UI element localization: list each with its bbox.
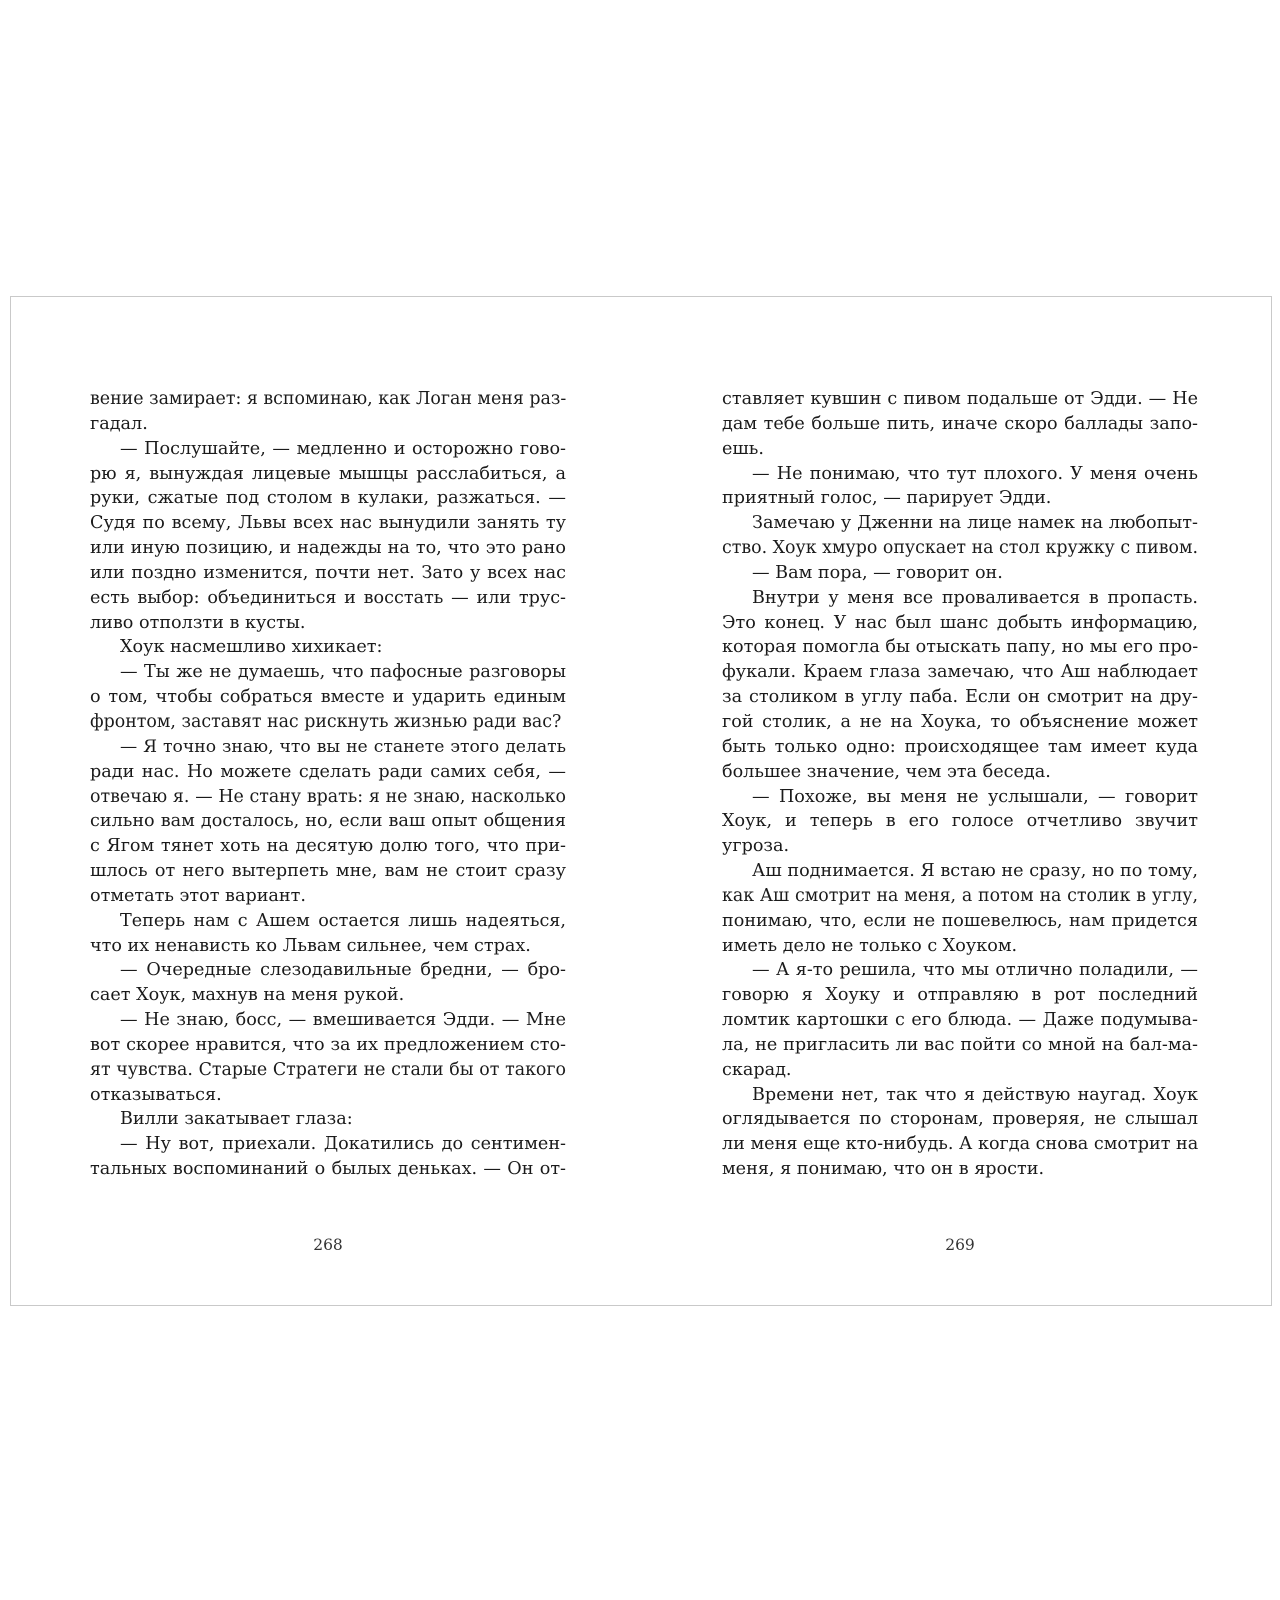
text-line: угроза. xyxy=(722,836,790,857)
text-line: Замечаю у Дженни на лице намек на любопыт- xyxy=(752,513,1198,534)
text-line: ла, не пригласить ли вас пойти со мной на бал-ма- xyxy=(722,1034,1198,1055)
text-line: о том, чтобы собраться вместе и ударить единым xyxy=(90,687,566,708)
text-line: быть только одно: происходящее там имеет куда xyxy=(722,736,1198,757)
text-line: отвечаю я. — Не стану врать: я не знаю, насколько xyxy=(90,786,566,807)
text-line: рю я, вынуждая лицевые мышцы расслабиться, а xyxy=(90,463,566,484)
text-line: гадал. xyxy=(90,413,148,434)
right-page-number: 269 xyxy=(945,1236,975,1254)
text-line: Судя по всему, Львы всех нас вынудили занять ту xyxy=(90,513,566,534)
text-line: говорю я Хоуку и отправляю в рот последний xyxy=(722,985,1198,1006)
text-line: — Послушайте, — медленно и осторожно гово- xyxy=(120,438,566,459)
text-line: Теперь нам с Ашем остается лишь надеяться, xyxy=(120,910,566,931)
text-line: Хоук насмешливо хихикает: xyxy=(120,637,383,658)
text-line: приятный голос, — парирует Эдди. xyxy=(722,488,1052,509)
left-page-number: 268 xyxy=(313,1236,343,1254)
right-page-text xyxy=(722,387,1198,1182)
text-line: есть выбор: объединиться и восстать — или трус- xyxy=(90,587,566,608)
text-line: Внутри у меня все проваливается в пропасть. xyxy=(752,587,1198,608)
text-line: ломтик картошки с его блюда. — Даже подумыва- xyxy=(722,1010,1198,1031)
text-line: ство. Хоук хмуро опускает на стол кружку с пивом. xyxy=(722,538,1199,559)
text-line: — Похоже, вы меня не услышали, — говорит xyxy=(752,786,1198,807)
text-line: или поздно изменится, почти нет. Зато у всех нас xyxy=(90,562,566,583)
text-line: вот скорее нравится, что за их предложением сто- xyxy=(90,1034,566,1055)
text-line: — Не понимаю, что тут плохого. У меня очень xyxy=(752,463,1198,484)
text-line: понимаю, что, если не пошевелюсь, нам придется xyxy=(722,910,1198,931)
text-line: ят чувства. Старые Стратеги не стали бы от такого xyxy=(90,1059,566,1080)
text-line: Вилли закатывает глаза: xyxy=(120,1109,353,1130)
text-line: ешь. xyxy=(722,438,764,459)
text-line: за столиком в углу паба. Если он смотрит на дру- xyxy=(722,687,1198,708)
text-line: меня, я понимаю, что он в ярости. xyxy=(722,1159,1045,1180)
book-spread xyxy=(10,296,1272,1306)
text-line: сильно вам досталось, но, если ваш опыт общения xyxy=(90,811,566,832)
text-line: — Я точно знаю, что вы не станете этого делать xyxy=(120,736,566,757)
text-line: вение замирает: я вспоминаю, как Логан меня раз- xyxy=(90,389,567,409)
text-line: с Ягом тянет хоть на десятую долю того, что при- xyxy=(90,836,566,857)
text-line: фронтом, заставят нас рискнуть жизнью ради вас? xyxy=(90,711,562,732)
text-line: — Вам пора, — говорит он. xyxy=(752,562,1003,583)
left-page-text xyxy=(90,387,566,1182)
text-line: фукали. Краем глаза замечаю, что Аш наблюдает xyxy=(722,662,1198,683)
text-line: Хоук, и теперь в его голосе отчетливо звучит xyxy=(722,811,1198,832)
text-line: — Не знаю, босс, — вмешивается Эдди. — Мне xyxy=(120,1010,566,1031)
text-line: — Очередные слезодавильные бредни, — бро- xyxy=(120,960,566,981)
text-line: ливо отползти в кусты. xyxy=(90,612,306,633)
text-line: — А я-то решила, что мы отлично поладили, — xyxy=(752,960,1198,981)
text-line: Времени нет, так что я действую наугад. Хоук xyxy=(752,1084,1198,1105)
text-line: гой столик, а не на Хоука, то объяснение может xyxy=(722,711,1198,732)
text-line: как Аш смотрит на меня, а потом на столик в углу, xyxy=(722,885,1198,906)
text-line: оглядывается по сторонам, проверяя, не слышал xyxy=(722,1109,1198,1130)
text-line: ради нас. Но можете сделать ради самих себя, — xyxy=(90,761,566,782)
text-line: которая помогла бы отыскать папу, но мы его про- xyxy=(722,637,1199,658)
text-line: большее значение, чем эта беседа. xyxy=(722,761,1051,782)
text-line: или иную позицию, и надежды на то, что это рано xyxy=(90,538,566,559)
text-line: Это конец. У нас был шанс добыть информацию, xyxy=(722,612,1198,633)
text-line: что их ненависть ко Львам сильнее, чем страх. xyxy=(90,935,531,956)
text-line: шлось от него вытерпеть мне, вам не стоит сразу xyxy=(90,861,566,882)
text-line: ставляет кувшин с пивом подальше от Эдди. — Не xyxy=(722,389,1198,409)
text-line: дам тебе больше пить, иначе скоро баллады запо- xyxy=(722,413,1198,434)
text-line: — Ну вот, приехали. Докатились до сентимен- xyxy=(120,1134,566,1155)
text-line: тальных воспоминаний о былых деньках. — Он от- xyxy=(90,1159,566,1180)
text-line: ли меня еще кто-нибудь. А когда снова смотрит на xyxy=(722,1134,1199,1155)
text-line: отказываться. xyxy=(90,1084,222,1105)
text-line: иметь дело не только с Хоуком. xyxy=(722,935,1018,956)
text-line: Аш поднимается. Я встаю не сразу, но по тому, xyxy=(752,861,1198,882)
text-line: сает Хоук, махнув на меня рукой. xyxy=(90,985,405,1006)
text-line: — Ты же не думаешь, что пафосные разговоры xyxy=(120,662,566,683)
text-line: руки, сжатые под столом в кулаки, разжаться. — xyxy=(90,488,566,509)
text-line: отметать этот вариант. xyxy=(90,885,306,906)
text-line: скарад. xyxy=(722,1059,792,1080)
